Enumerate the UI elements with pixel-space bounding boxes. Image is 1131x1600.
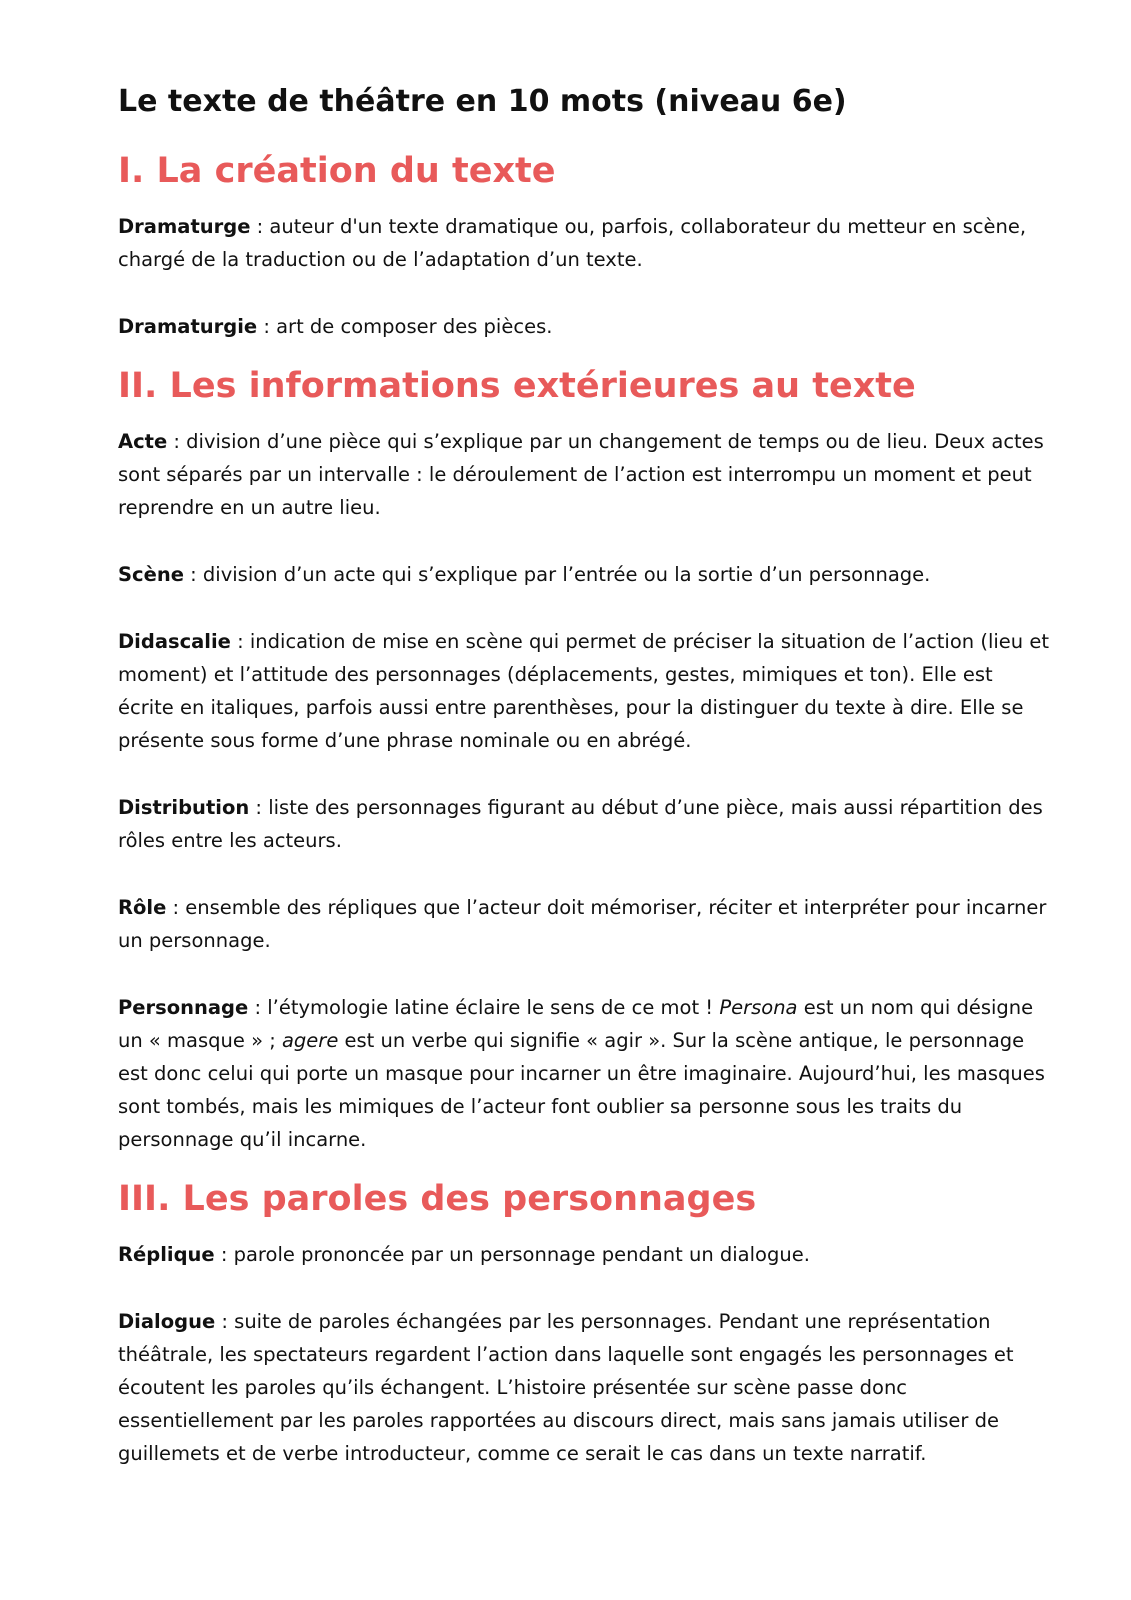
document-title: Le texte de théâtre en 10 mots (niveau 6e) [118,84,847,119]
section-creation [118,148,1053,343]
definition-role [118,891,1053,957]
italic-word: agere [281,1029,339,1052]
section-paroles [118,1176,1053,1470]
term: Distribution [118,796,250,819]
definition-acte [118,425,1053,524]
definition-text: : ensemble des répliques que l’acteur doit mémoriser, réciter et interpréter pour incarner un personnage. [118,896,1047,952]
definition-scene [118,558,1053,591]
definition-dramaturgie [118,310,1053,343]
definition-text: est un verbe qui signifie « agir ». Sur la scène antique, le personnage est donc celui qui porte un masque pour incarner un être imaginaire. Aujourd’hui, les masques sont tombés, mais les mimiques de l’acteur font oublier sa personne sous les traits du personnage qu’il incarne. [118,1029,1045,1151]
definition-text: : indication de mise en scène qui permet de préciser la situation de l’action (lieu et moment) et l’attitude des personnages (déplacements, gestes, mimiques et ton). Elle est écrite en italiques, parfois aussi entre parenthèses, pour la distinguer du texte à dire. Elle se présente sous forme d’une phrase nominale ou en abrégé. [118,630,1049,752]
definition-replique [118,1238,1053,1271]
term: Scène [118,563,184,586]
definition-dialogue [118,1305,1053,1470]
definition-text: : division d’un acte qui s’explique par l’entrée ou la sortie d’un personnage. [183,563,931,586]
term: Personnage [118,996,249,1019]
term: Dramaturge [118,215,251,238]
definition-personnage [118,991,1053,1156]
definition-text: : auteur d'un texte dramatique ou, parfois, collaborateur du metteur en scène, chargé de la traduction ou de l’adaptation d’un texte. [118,215,1027,271]
term: Dramaturgie [118,315,258,338]
definition-text: : liste des personnages figurant au début d’une pièce, mais aussi répartition des rôles entre les acteurs. [118,796,1043,852]
definition-text: : suite de paroles échangées par les personnages. Pendant une représentation théâtrale, les spectateurs regardent l’action dans laquelle sont engagés les personnages et écoutent les paroles qu’ils échangent. L’histoire présentée sur scène passe donc essentiellement par les paroles rapportées au discours direct, mais sans jamais utiliser de guillemets et de verbe introducteur, comme ce serait le cas dans un texte narratif. [118,1310,1014,1465]
section-heading: I. La création du texte [118,151,556,191]
definition-dramaturge [118,210,1053,276]
italic-word: Persona [719,996,798,1019]
definition-distribution [118,791,1053,857]
definition-text: : l’étymologie latine éclaire le sens de ce mot ! [248,996,720,1019]
section-informations [118,363,1053,1156]
term: Acte [118,430,168,453]
term: Didascalie [118,630,231,653]
term: Réplique [118,1243,215,1266]
section-heading: III. Les paroles des personnages [118,1179,757,1219]
term: Rôle [118,896,167,919]
definition-text: : parole prononcée par un personnage pendant un dialogue. [214,1243,810,1266]
definition-text: : art de composer des pièces. [257,315,553,338]
definition-text: : division d’une pièce qui s’explique par un changement de temps ou de lieu. Deux actes sont séparés par un intervalle : le déroulement de l’action est interrompu un moment et peut reprendre en un autre lieu. [118,430,1044,519]
definition-didascalie [118,625,1053,757]
definition-text: est un nom qui désigne un « masque » ; [118,996,1034,1052]
section-heading: II. Les informations extérieures au texte [118,366,916,406]
term: Dialogue [118,1310,216,1333]
